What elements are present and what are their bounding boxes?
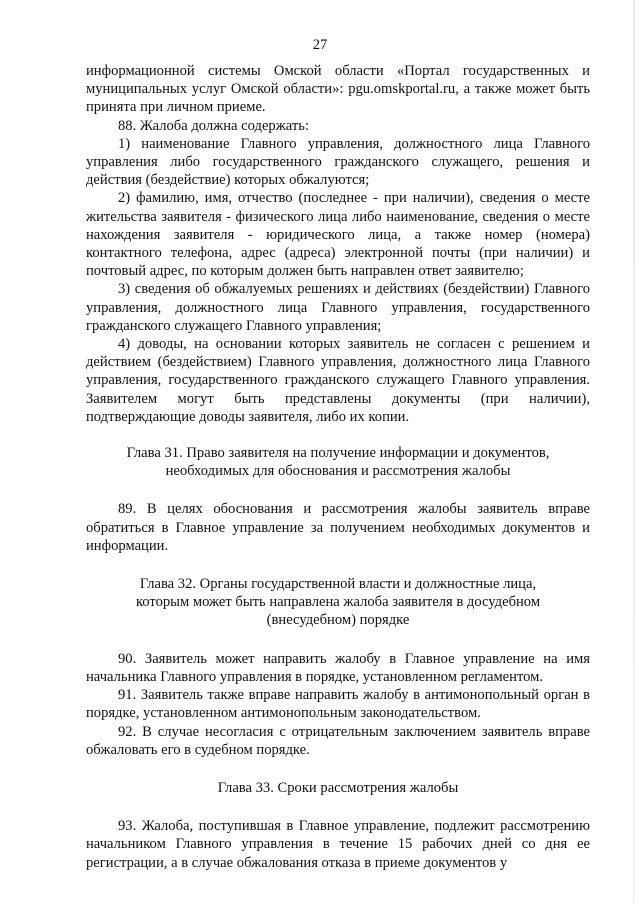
chapter-32-heading (86, 575, 590, 630)
paragraph-91: 91. Заявитель также вправе направить жалобу в антимонопольный орган в порядке, установленном антимонопольным законодательством. (86, 687, 590, 722)
paragraph-90: 90. Заявитель может направить жалобу в Главное управление на имя начальника Главного управления в порядке, установленном регламентом. (86, 650, 590, 685)
chapter-31-line-1: Глава 31. Право заявителя на получение информации и документов, (126, 445, 550, 462)
chapter-31-line-2: необходимых для обоснования и рассмотрения жалобы (165, 463, 511, 480)
scan-edge-mark (633, 0, 635, 905)
chapter-31-heading (86, 444, 590, 480)
paragraph-88: 88. Жалоба должна содержать: (118, 117, 309, 134)
list-item-3: 3) сведения об обжалуемых решениях и действиях (бездействии) Главного управления, должностного лица Главного управления, государственного гражданского служащего Главного управления; (86, 281, 590, 334)
chapter-32-line-1: Глава 32. Органы государственной власти и должностные лица, (139, 576, 537, 593)
chapter-33-heading (86, 779, 590, 797)
list-item-4: 4) доводы, на основании которых заявитель не согласен с решением и действием (бездействием) Главного управления, должностного лица Главного управления, государственного гражданского служащего Главного управления. Заявителем могут быть представлены документы (при наличии), подтверждающие доводы заявителя, либо их копии. (86, 336, 590, 425)
chapter-32-line-3: (внесудебном) порядке (266, 612, 410, 629)
paragraph-89: 89. В целях обоснования и рассмотрения жалобы заявитель вправе обратиться в Главное управление за получением необходимых документов и информации. (86, 501, 590, 554)
paragraph-continuation: информационной системы Омской области «Портал государственных и муниципальных услуг Омской области»: pgu.omskportal.ru, а также может быть принята при личном приеме. (86, 63, 590, 116)
chapter-32-line-2: которым может быть направлена жалоба заявителя в досудебном (135, 594, 541, 611)
page-number: 27 (312, 37, 328, 53)
list-item-2: 2) фамилию, имя, отчество (последнее - при наличии), сведения о месте жительства заявителя - физического лица либо наименование, сведения о месте нахождения заявителя - юридического лица, а также номер (номера) контактного телефона, адрес (адреса) электронной почты (при наличии) и почтовый адрес, по которым должен быть направлен ответ заявителю; (86, 190, 590, 280)
chapter-33-line-1: Глава 33. Сроки рассмотрения жалобы (217, 779, 459, 796)
paragraph-92: 92. В случае несогласия с отрицательным заключением заявитель вправе обжаловать его в судебном порядке. (86, 723, 590, 758)
paragraph-93: 93. Жалоба, поступившая в Главное управление, подлежит рассмотрению начальником Главного управления в течение 15 рабочих дней со дня ее регистрации, а в случае обжалования отказа в приеме документов у (86, 818, 590, 871)
list-item-1: 1) наименование Главного управления, должностного лица Главного управления либо государственного гражданского служащего, решения и действия (бездействие) которых обжалуются; (86, 135, 590, 189)
document-body (86, 62, 590, 872)
